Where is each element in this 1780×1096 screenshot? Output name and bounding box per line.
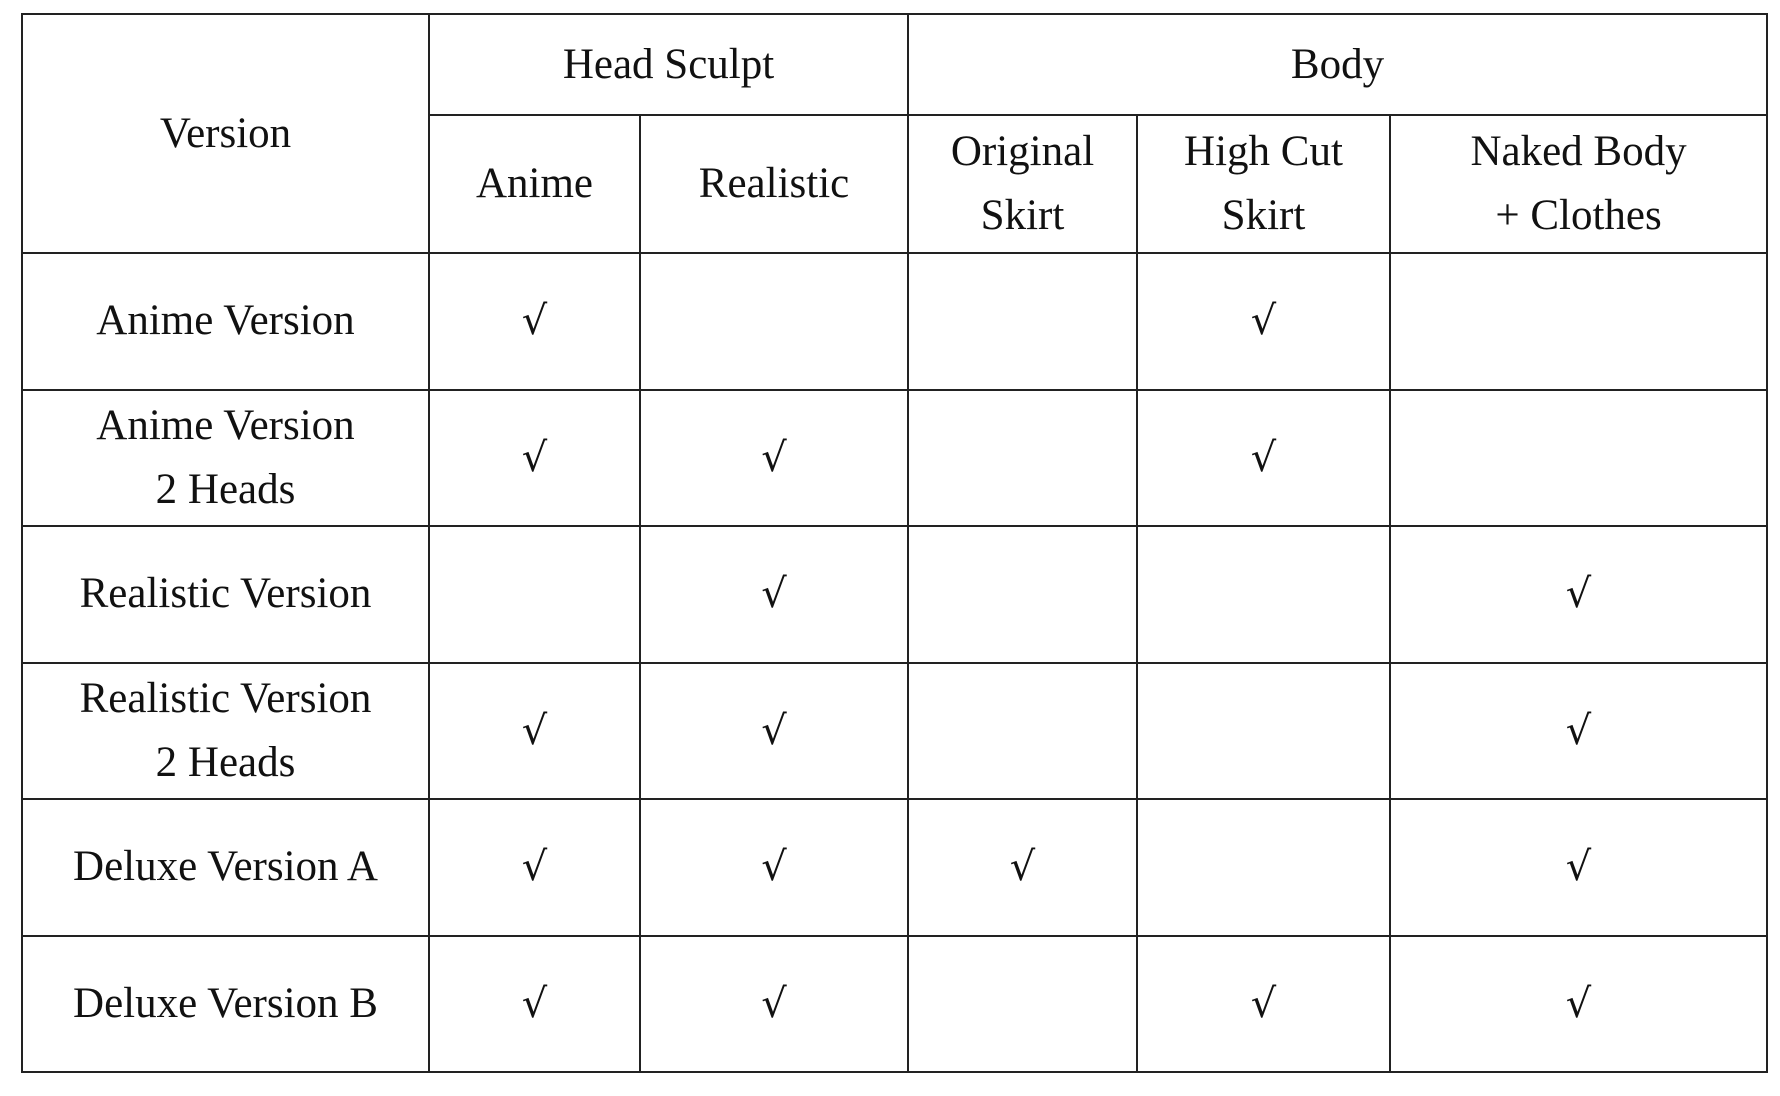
check-cell <box>1137 526 1390 663</box>
table-row <box>22 526 1767 663</box>
check-cell: √ <box>1137 253 1390 390</box>
check-cell: √ <box>640 799 908 936</box>
header-line: Original <box>950 128 1095 175</box>
header-row-groups <box>22 14 1767 115</box>
header-col-realistic <box>640 115 908 253</box>
row-version-line: Realistic Version <box>79 570 372 618</box>
table-row <box>22 390 1767 527</box>
table-row <box>22 936 1767 1073</box>
header-col-naked-body-clothes <box>1390 115 1767 253</box>
check-cell: √ <box>1390 936 1767 1073</box>
row-version-line: Deluxe Version B <box>73 979 378 1027</box>
header-col-original-skirt <box>908 115 1137 253</box>
check-cell <box>908 936 1137 1073</box>
header-line: Skirt <box>980 192 1065 239</box>
row-version-line: 2 Heads <box>155 738 296 786</box>
header-line: Anime <box>475 160 594 207</box>
header-line: Realistic <box>698 160 850 207</box>
row-version-label <box>22 390 429 527</box>
check-cell: √ <box>1390 663 1767 800</box>
check-cell: √ <box>429 253 640 390</box>
check-cell: √ <box>640 936 908 1073</box>
check-cell: √ <box>640 390 908 527</box>
check-cell <box>1137 663 1390 800</box>
check-cell: √ <box>429 663 640 800</box>
row-version-line: Anime Version <box>96 297 355 345</box>
row-version-label <box>22 526 429 663</box>
check-cell <box>908 663 1137 800</box>
check-cell <box>908 526 1137 663</box>
row-version-line: 2 Heads <box>155 465 296 513</box>
row-version-label <box>22 663 429 800</box>
check-cell <box>1390 390 1767 527</box>
check-cell: √ <box>908 799 1137 936</box>
header-version: Version <box>22 14 429 253</box>
row-version-label <box>22 253 429 390</box>
header-group-head-sculpt: Head Sculpt <box>429 14 908 115</box>
header-col-anime <box>429 115 640 253</box>
check-cell: √ <box>429 936 640 1073</box>
header-line: High Cut <box>1184 128 1343 175</box>
table-row <box>22 799 1767 936</box>
row-version-line: Realistic Version <box>79 674 372 722</box>
check-cell <box>908 253 1137 390</box>
table-row <box>22 253 1767 390</box>
check-cell <box>1390 253 1767 390</box>
header-col-high-cut-skirt <box>1137 115 1390 253</box>
check-cell: √ <box>429 799 640 936</box>
check-cell: √ <box>640 663 908 800</box>
check-cell <box>429 526 640 663</box>
check-cell: √ <box>1390 799 1767 936</box>
version-comparison-table <box>21 13 1768 1073</box>
header-line: + Clothes <box>1495 192 1662 239</box>
check-cell: √ <box>1390 526 1767 663</box>
check-cell: √ <box>1137 936 1390 1073</box>
check-cell: √ <box>1137 390 1390 527</box>
check-cell: √ <box>640 526 908 663</box>
check-cell <box>908 390 1137 527</box>
table-body <box>22 253 1767 1072</box>
row-version-line: Anime Version <box>96 401 355 449</box>
check-cell <box>1137 799 1390 936</box>
row-version-label <box>22 799 429 936</box>
check-cell <box>640 253 908 390</box>
header-line: Skirt <box>1221 192 1306 239</box>
header-group-body: Body <box>908 14 1767 115</box>
row-version-label <box>22 936 429 1073</box>
table-row <box>22 663 1767 800</box>
header-line: Naked Body <box>1470 128 1687 175</box>
check-cell: √ <box>429 390 640 527</box>
row-version-line: Deluxe Version A <box>73 843 378 891</box>
